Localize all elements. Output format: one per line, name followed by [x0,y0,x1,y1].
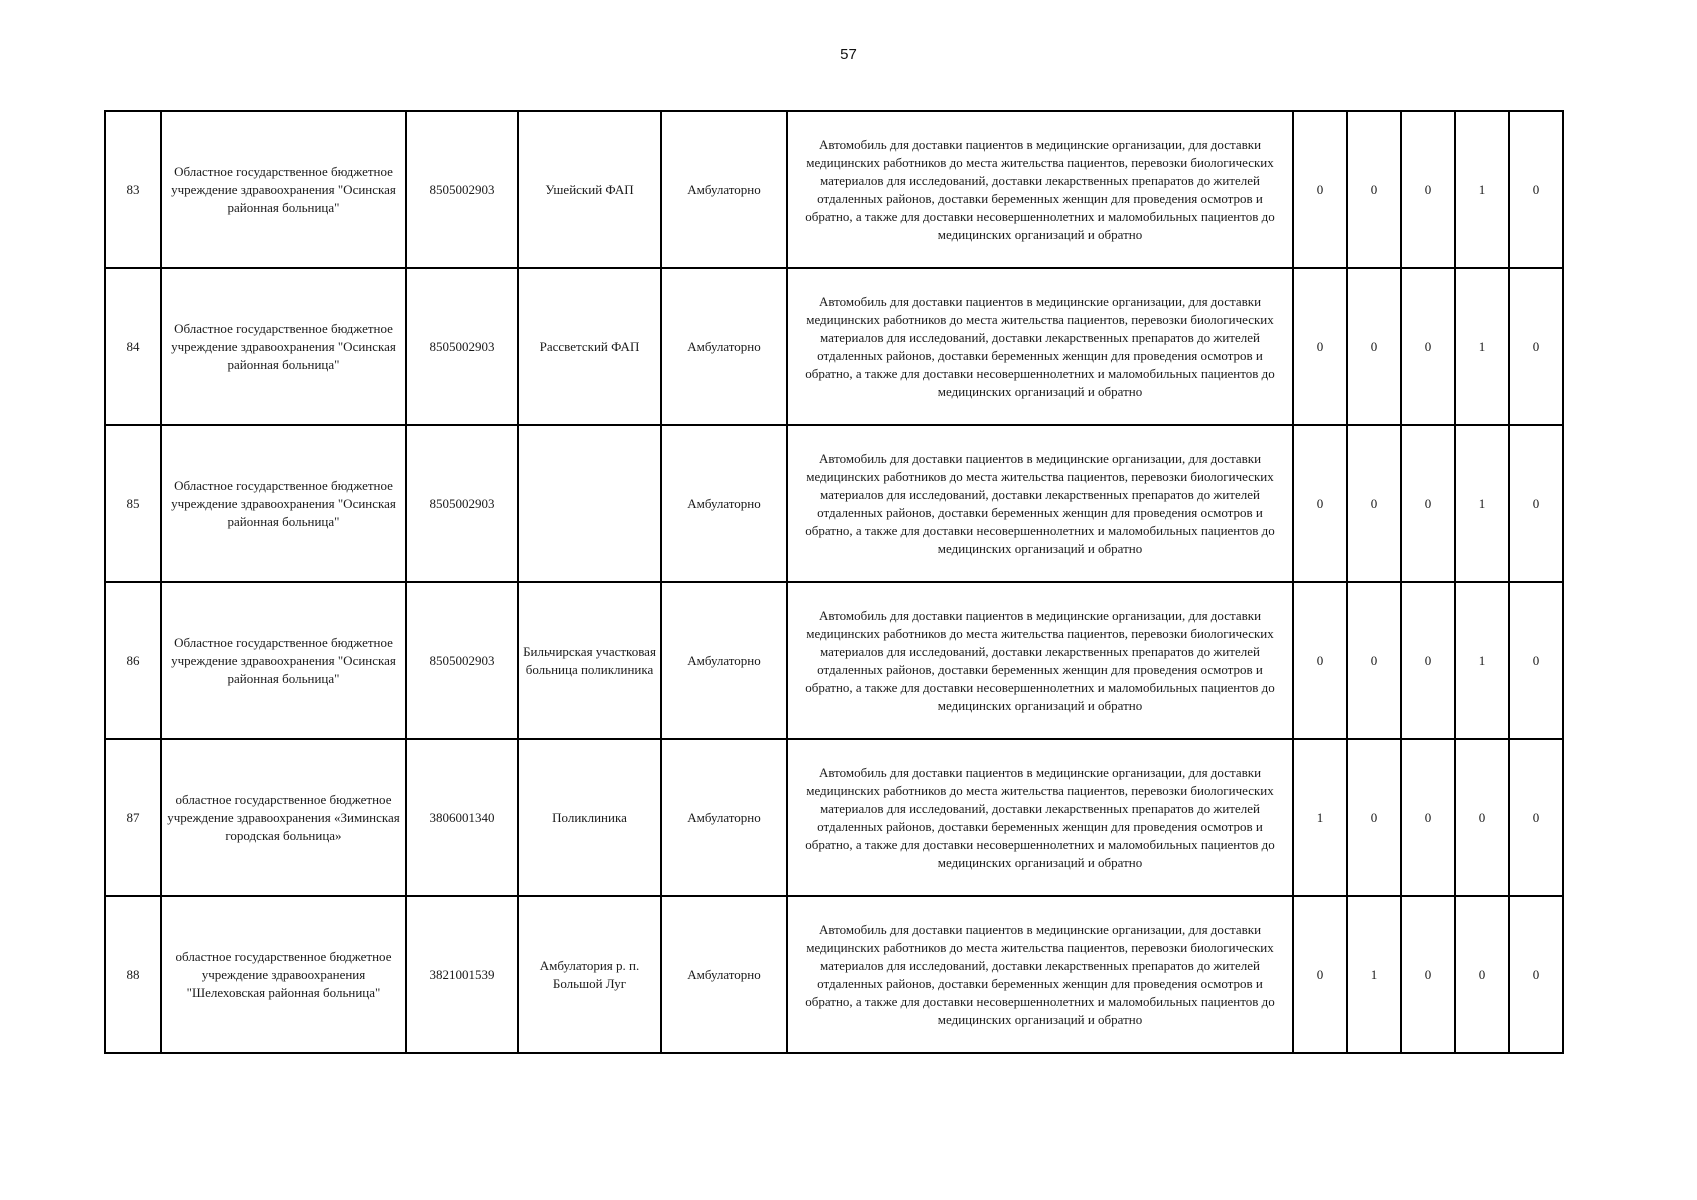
registry-table [104,110,1564,1054]
table-row [105,425,1563,582]
count-cell: 0 [1293,111,1347,268]
count-cell: 0 [1347,739,1401,896]
table-row [105,582,1563,739]
count-cell: 1 [1455,425,1509,582]
count-cell: 0 [1509,896,1563,1053]
vehicle-description: Автомобиль для доставки пациентов в медицинские организации, для доставки медицинских работников до места жительства пациентов, перевозки биологических материалов для исследований, доставки лекарственных препаратов до жителей отдаленных районов, доставки беременных женщин для проведения осмотров и обратно, а также для доставки несовершеннолетних и маломобильных пациентов до медицинских организаций и обратно [787,896,1293,1053]
count-cell: 0 [1401,739,1455,896]
count-cell: 0 [1509,111,1563,268]
vehicle-description: Автомобиль для доставки пациентов в медицинские организации, для доставки медицинских работников до места жительства пациентов, перевозки биологических материалов для исследований, доставки лекарственных препаратов до жителей отдаленных районов, доставки беременных женщин для проведения осмотров и обратно, а также для доставки несовершеннолетних и маломобильных пациентов до медицинских организаций и обратно [787,425,1293,582]
table-row [105,739,1563,896]
inn-code: 8505002903 [406,111,518,268]
count-cell: 0 [1401,425,1455,582]
table-row [105,268,1563,425]
count-cell: 0 [1347,111,1401,268]
count-cell: 0 [1401,268,1455,425]
count-cell: 0 [1293,896,1347,1053]
organization-name: Областное государственное бюджетное учреждение здравоохранения "Осинская районная больница" [161,111,406,268]
vehicle-description: Автомобиль для доставки пациентов в медицинские организации, для доставки медицинских работников до места жительства пациентов, перевозки биологических материалов для исследований, доставки лекарственных препаратов до жителей отдаленных районов, доставки беременных женщин для проведения осмотров и обратно, а также для доставки несовершеннолетних и маломобильных пациентов до медицинских организаций и обратно [787,582,1293,739]
organization-name: Областное государственное бюджетное учреждение здравоохранения "Осинская районная больница" [161,582,406,739]
count-cell: 0 [1509,268,1563,425]
count-cell: 0 [1347,268,1401,425]
vehicle-description: Автомобиль для доставки пациентов в медицинские организации, для доставки медицинских работников до места жительства пациентов, перевозки биологических материалов для исследований, доставки лекарственных препаратов до жителей отдаленных районов, доставки беременных женщин для проведения осмотров и обратно, а также для доставки несовершеннолетних и маломобильных пациентов до медицинских организаций и обратно [787,739,1293,896]
inn-code: 8505002903 [406,425,518,582]
vehicle-description: Автомобиль для доставки пациентов в медицинские организации, для доставки медицинских работников до места жительства пациентов, перевозки биологических материалов для исследований, доставки лекарственных препаратов до жителей отдаленных районов, доставки беременных женщин для проведения осмотров и обратно, а также для доставки несовершеннолетних и маломобильных пациентов до медицинских организаций и обратно [787,111,1293,268]
care-type: Амбулаторно [661,111,787,268]
row-number: 87 [105,739,161,896]
unit-name [518,425,661,582]
count-cell: 1 [1293,739,1347,896]
count-cell: 0 [1455,896,1509,1053]
count-cell: 0 [1293,268,1347,425]
row-number: 84 [105,268,161,425]
count-cell: 0 [1509,582,1563,739]
table-row [105,111,1563,268]
count-cell: 0 [1347,582,1401,739]
row-number: 83 [105,111,161,268]
inn-code: 8505002903 [406,268,518,425]
count-cell: 0 [1401,582,1455,739]
care-type: Амбулаторно [661,268,787,425]
count-cell: 0 [1293,425,1347,582]
organization-name: Областное государственное бюджетное учреждение здравоохранения "Осинская районная больница" [161,268,406,425]
count-cell: 0 [1347,425,1401,582]
unit-name: Амбулатория р. п. Большой Луг [518,896,661,1053]
unit-name: Поликлиника [518,739,661,896]
organization-name: Областное государственное бюджетное учреждение здравоохранения "Осинская районная больница" [161,425,406,582]
count-cell: 1 [1455,268,1509,425]
unit-name: Бильчирская участковая больница поликлиника [518,582,661,739]
count-cell: 1 [1455,582,1509,739]
care-type: Амбулаторно [661,896,787,1053]
care-type: Амбулаторно [661,739,787,896]
unit-name: Ушейский ФАП [518,111,661,268]
page-number: 57 [840,46,857,63]
count-cell: 0 [1401,896,1455,1053]
row-number: 86 [105,582,161,739]
row-number: 88 [105,896,161,1053]
vehicle-description: Автомобиль для доставки пациентов в медицинские организации, для доставки медицинских работников до места жительства пациентов, перевозки биологических материалов для исследований, доставки лекарственных препаратов до жителей отдаленных районов, доставки беременных женщин для проведения осмотров и обратно, а также для доставки несовершеннолетних и маломобильных пациентов до медицинских организаций и обратно [787,268,1293,425]
count-cell: 0 [1455,739,1509,896]
inn-code: 3821001539 [406,896,518,1053]
count-cell: 0 [1509,425,1563,582]
care-type: Амбулаторно [661,425,787,582]
table-row [105,896,1563,1053]
count-cell: 0 [1509,739,1563,896]
inn-code: 3806001340 [406,739,518,896]
count-cell: 1 [1455,111,1509,268]
organization-name: областное государственное бюджетное учреждение здравоохранения «Зиминская городская больница» [161,739,406,896]
organization-name: областное государственное бюджетное учреждение здравоохранения "Шелеховская районная больница" [161,896,406,1053]
inn-code: 8505002903 [406,582,518,739]
unit-name: Рассветский ФАП [518,268,661,425]
count-cell: 0 [1293,582,1347,739]
row-number: 85 [105,425,161,582]
count-cell: 1 [1347,896,1401,1053]
count-cell: 0 [1401,111,1455,268]
care-type: Амбулаторно [661,582,787,739]
